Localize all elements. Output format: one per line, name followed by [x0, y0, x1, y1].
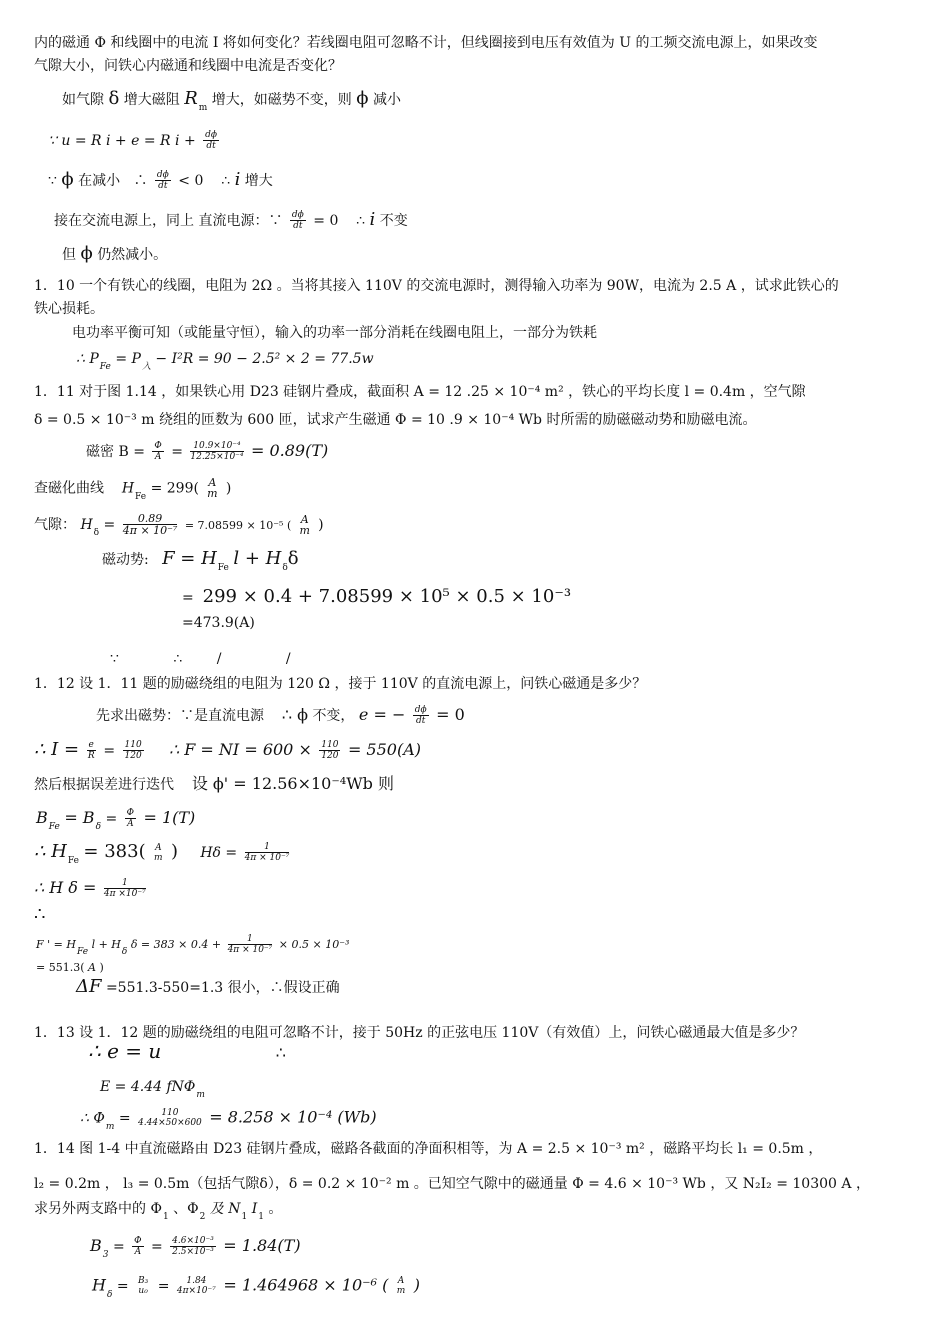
formula-line: ∴	[34, 904, 46, 925]
subscript: 1	[241, 1212, 248, 1222]
formula: = 7.08599 × 10⁻⁵ (	[184, 519, 292, 532]
formula: ∴ H δ =	[34, 878, 97, 897]
subscript: δ	[282, 563, 288, 573]
formula-line	[34, 740, 421, 762]
formula-line	[48, 170, 273, 192]
formula-line	[90, 1236, 301, 1264]
fraction	[87, 740, 96, 762]
subscript: m	[105, 1121, 115, 1132]
formula-line	[54, 210, 408, 232]
fraction	[177, 1276, 216, 1297]
numerator: dϕ	[291, 210, 304, 220]
delta-symbol: δ	[108, 88, 120, 109]
formula: ∴ H	[34, 841, 67, 862]
numerator: A	[397, 1276, 405, 1286]
formula-line	[62, 245, 167, 264]
formula: =	[103, 743, 116, 759]
text: = 0	[313, 213, 339, 229]
symbol: ∴	[275, 1043, 286, 1062]
numerator: dϕ	[205, 130, 218, 140]
denominator: m	[299, 523, 310, 537]
subscript: Fe	[99, 362, 111, 372]
text: 先求出磁势：∵是直流电源	[96, 708, 264, 724]
subscript: δ	[106, 1289, 113, 1300]
formula-line	[92, 1276, 420, 1304]
symbol: /	[216, 651, 222, 667]
formula-line	[86, 441, 328, 463]
fraction	[396, 1276, 407, 1297]
fraction	[104, 878, 146, 900]
fraction	[138, 1108, 202, 1129]
text-line: l₂ = 0.2m ， l₃ = 0.5m（包括气隙δ），δ = 0.2 × 10⁻² m 。已知空气隙中的磁通量 Φ = 4.6 × 10⁻³ Wb ，又 N₂I₂ = 10300 A ，	[34, 1176, 870, 1192]
text: 不变，	[312, 708, 355, 724]
denominator: 12.25×10⁻⁴	[190, 452, 244, 462]
denominator: m	[396, 1286, 406, 1296]
formula-line	[76, 350, 374, 376]
text-line: 1．10 一个有铁心的线圈，电阻为 2Ω 。当将其接入 110V 的交流电源时，测得输入功率为 90W，电流为 2.5 A ，试求此铁心的	[34, 278, 839, 294]
text: 减小	[372, 92, 401, 108]
formula-line	[34, 478, 231, 506]
text-line: 1．11 对于图 1.14 ，如果铁心用 D23 硅钢片叠成，截面积 A = 12 .25 × 10⁻⁴ m² ，铁心的平均长度 l = 0.4m ，空气隙	[34, 384, 806, 400]
formula: B	[90, 1236, 102, 1255]
formula-line	[36, 934, 349, 961]
numerator: A	[300, 512, 309, 526]
formula: δ	[287, 548, 299, 569]
formula: =	[112, 1239, 125, 1255]
text: 增大磁阻	[123, 92, 180, 108]
text: 增大，如磁势不变，则	[211, 92, 352, 108]
text: ∴	[133, 173, 148, 189]
numerator: e	[88, 740, 94, 750]
denominator: A	[134, 1247, 142, 1257]
subscript: Fe	[76, 947, 89, 957]
denominator: m	[207, 487, 218, 500]
numerator: 1	[245, 842, 290, 853]
formula: )	[318, 517, 324, 533]
subscript: Fe	[67, 856, 79, 866]
subscript: m	[196, 1090, 205, 1100]
text-line: δ = 0.5 × 10⁻³ m 绕组的匝数为 600 匝，试求产生磁通 Φ = 10 .9 × 10⁻⁴ Wb 时所需的励磁磁动势和励磁电流。	[34, 412, 757, 428]
fraction	[155, 170, 171, 192]
formula: = 1.464968 × 10⁻⁶ (	[223, 1275, 389, 1295]
phi-symbol: ϕ	[61, 169, 74, 190]
numerator: A	[208, 476, 217, 489]
formula: =	[150, 1239, 163, 1255]
formula: ∴ I =	[34, 739, 80, 760]
text: ∴	[356, 213, 366, 229]
numerator: 1	[228, 934, 273, 945]
formula-line	[34, 878, 149, 900]
fraction	[413, 705, 429, 727]
formula: = 383(	[83, 841, 146, 862]
fraction	[299, 512, 311, 537]
fraction	[319, 740, 340, 762]
formula: = 1(T)	[143, 808, 196, 827]
formula-line	[88, 1039, 286, 1063]
formula-line	[182, 588, 571, 607]
formula: = P	[115, 351, 141, 367]
numerator: A	[155, 842, 162, 853]
formula: = 550(A)	[347, 740, 422, 759]
formula: = 0.89(T)	[250, 441, 329, 460]
formula-line	[96, 705, 465, 727]
formula: 299 × 0.4 + 7.08599 × 10⁵ × 0.5 × 10⁻³	[202, 586, 572, 607]
formula: ∴ Φ	[80, 1110, 105, 1127]
fraction	[123, 514, 178, 536]
text-line: =473.9(A)	[182, 615, 255, 631]
text: 仍然减小。	[97, 247, 168, 263]
text: 接在交流电源上，同上 直流电源：∵	[54, 213, 283, 229]
denominator: 4π×10⁻⁷	[176, 1286, 216, 1296]
formula: ∴ P	[76, 351, 99, 367]
formula: ∴ ϕ	[281, 705, 308, 724]
fraction	[203, 130, 219, 152]
text: =	[171, 444, 183, 460]
formula: H	[92, 1275, 106, 1295]
fraction	[206, 478, 218, 499]
formula-line	[76, 978, 340, 997]
formula: ∵ u = R i + e = R i +	[48, 133, 196, 149]
fraction	[153, 843, 164, 864]
numerator: 1.84	[186, 1276, 207, 1286]
denominator: A	[154, 452, 162, 462]
formula: H	[80, 517, 93, 533]
formula: =	[105, 811, 118, 827]
phi-symbol: ϕ	[356, 88, 369, 109]
formula: − I²R = 90 − 2.5² × 2 = 77.5w	[155, 351, 374, 367]
denominator: 4π × 10⁻⁷	[244, 853, 290, 863]
formula: E = 4.44 fNΦ	[100, 1079, 196, 1095]
denominator: dt	[206, 141, 216, 151]
text: 。	[268, 1201, 283, 1217]
numerator: 110	[321, 740, 339, 750]
symbol: /	[285, 651, 291, 667]
numerator: Φ	[126, 808, 135, 818]
formula: = 1.84(T)	[223, 1236, 301, 1255]
formula: e = −	[358, 705, 406, 724]
denominator: 4π × 10⁻⁷	[227, 945, 273, 955]
formula: =	[157, 1278, 170, 1295]
numerator: 1	[104, 878, 146, 889]
text: 、Φ	[173, 1201, 199, 1217]
formula-line	[48, 130, 222, 152]
numerator: 0.89	[123, 514, 178, 525]
formula: )	[413, 1275, 420, 1295]
numerator: Φ	[154, 441, 162, 451]
fraction	[132, 1236, 143, 1258]
formula: =	[116, 1278, 129, 1295]
formula-line	[36, 959, 104, 977]
text-line: 1．14 图 1-4 中直流磁路由 D23 硅钢片叠成，磁路各截面的净面积相等，为 A = 2.5 × 10⁻³ m² ，磁路平均长 l₁ = 0.5m ，	[34, 1141, 823, 1157]
formula-line	[102, 550, 299, 577]
numerator: dϕ	[414, 705, 427, 715]
phi-symbol: ϕ	[80, 243, 93, 264]
text: 在减小	[78, 173, 121, 189]
symbol: ∴	[173, 651, 183, 667]
text: 增大	[244, 173, 273, 189]
formula: δ = 383 × 0.4 +	[130, 938, 222, 951]
text-line: 内的磁通 Φ 和线圈中的电流 I 将如何变化？若线圈电阻可忽略不计，但线圈接到电压有效值为 U 的工频交流电源上，如果改变	[34, 35, 818, 51]
formula: = 0	[436, 705, 465, 724]
text-line: 铁心损耗。	[34, 301, 104, 317]
formula: Hδ =	[200, 845, 238, 861]
text-line: 电功率平衡可知（或能量守恒），输入的功率一部分消耗在线圈电阻上，一部分为铁耗	[72, 325, 597, 341]
formula-line	[110, 650, 291, 668]
denominator: 4.44×50×600	[138, 1118, 202, 1128]
subscript: Fe	[135, 491, 147, 502]
formula: = 551.3(	[36, 961, 85, 974]
formula-line	[62, 90, 401, 117]
fraction	[170, 1236, 216, 1258]
text: ∴	[221, 173, 231, 189]
formula: )	[171, 841, 179, 862]
formula-line	[100, 1078, 205, 1104]
subscript: δ	[121, 947, 128, 957]
formula: = 8.258 × 10⁻⁴ (Wb)	[209, 1107, 377, 1127]
symbol: R	[184, 88, 198, 109]
numerator: 110	[161, 1108, 179, 1118]
formula: ΔF	[76, 976, 102, 997]
formula: l + H	[233, 548, 282, 569]
text: 如气隙	[62, 92, 104, 108]
text: ∵	[48, 173, 57, 189]
subscript: 1	[258, 1212, 264, 1222]
formula: =	[103, 517, 116, 533]
formula: 及 N	[209, 1201, 241, 1217]
formula: A	[88, 961, 96, 974]
denominator: u₀	[138, 1286, 148, 1296]
numerator: 4.6×10⁻³	[172, 1236, 214, 1246]
formula-line	[36, 808, 195, 836]
text-line: 1．12 设 1．11 题的励磁绕组的电阻为 120 Ω ，接于 110V 的直流电源上，问铁心磁通是多少？	[34, 676, 647, 692]
denominator: R	[87, 751, 95, 761]
fraction	[152, 441, 163, 463]
denominator: 120	[124, 751, 142, 761]
fraction	[190, 441, 243, 463]
denominator: 120	[321, 751, 339, 761]
formula: )	[225, 480, 232, 497]
denominator: dt	[158, 181, 168, 191]
text-line: 1．13 设 1．12 题的励磁绕组的电阻可忽略不计，接于 50Hz 的正弦电压 110V（有效值）上，问铁心磁通最大值是多少？	[34, 1025, 805, 1041]
text-line: 气隙大小，问铁心内磁通和线圈中电流是否变化？	[34, 58, 342, 74]
fraction	[136, 1276, 150, 1297]
formula-line	[34, 842, 292, 870]
subscript: m	[198, 103, 208, 113]
formula: F = H	[162, 548, 217, 569]
denominator: dt	[416, 716, 426, 726]
formula: )	[99, 961, 104, 974]
text: 求另外两支路中的 Φ	[34, 1201, 162, 1217]
denominator: m	[154, 852, 163, 863]
numerator: 110	[124, 740, 142, 750]
formula-line	[34, 514, 324, 542]
formula: = 299(	[150, 480, 199, 497]
formula: =	[182, 590, 194, 606]
numerator: 10.9×10⁻⁴	[190, 441, 243, 452]
symbol: ∵	[110, 651, 119, 667]
symbol: i	[234, 169, 241, 190]
numerator: dϕ	[156, 170, 169, 180]
text: 但	[62, 247, 76, 263]
text: 磁密 B =	[86, 444, 145, 460]
subscript: 1	[162, 1212, 169, 1222]
denominator: 4π × 10⁻⁷	[122, 524, 178, 537]
fraction	[123, 740, 144, 762]
formula: F ' = H	[36, 938, 76, 951]
fraction	[228, 934, 273, 956]
formula: ∴ e = u	[88, 1039, 162, 1063]
numerator: B₃	[138, 1276, 149, 1286]
formula-line	[34, 1200, 282, 1226]
denominator: 4π ×10⁻⁷	[103, 889, 146, 899]
formula: H	[121, 480, 135, 497]
formula: B	[36, 808, 48, 827]
formula-line	[34, 775, 394, 794]
fraction	[125, 808, 136, 830]
subscript: Fe	[48, 822, 60, 832]
subscript: Fe	[217, 563, 229, 573]
formula-line	[80, 1108, 377, 1136]
formula: =	[118, 1110, 131, 1127]
subscript: 3	[102, 1250, 109, 1260]
fraction	[290, 210, 306, 232]
text: < 0	[178, 173, 204, 189]
denominator: A	[127, 819, 134, 829]
formula: = B	[64, 808, 95, 827]
text: =551.3-550=1.3 很小，∴假设正确	[105, 980, 340, 996]
symbol: i	[369, 209, 376, 230]
formula: I	[251, 1201, 258, 1217]
text: 磁动势:	[102, 552, 149, 568]
text: 气隙：	[34, 517, 76, 533]
subscript: δ	[93, 528, 100, 538]
subscript: δ	[95, 822, 101, 832]
formula: × 0.5 × 10⁻³	[278, 938, 350, 951]
numerator: Φ	[134, 1236, 142, 1246]
denominator: dt	[293, 221, 303, 231]
text: 不变	[379, 213, 408, 229]
denominator: 2.5×10⁻³	[172, 1247, 214, 1257]
formula: 设 ϕ' = 12.56×10⁻⁴Wb 则	[191, 774, 394, 793]
subscript: 2	[199, 1212, 206, 1222]
formula: l + H	[91, 938, 121, 951]
fraction	[245, 842, 290, 864]
text: 然后根据误差进行迭代	[34, 777, 174, 793]
text: 查磁化曲线	[34, 480, 104, 497]
subscript: 入	[141, 362, 151, 372]
formula: ∴ F = NI = 600 ×	[168, 740, 312, 759]
